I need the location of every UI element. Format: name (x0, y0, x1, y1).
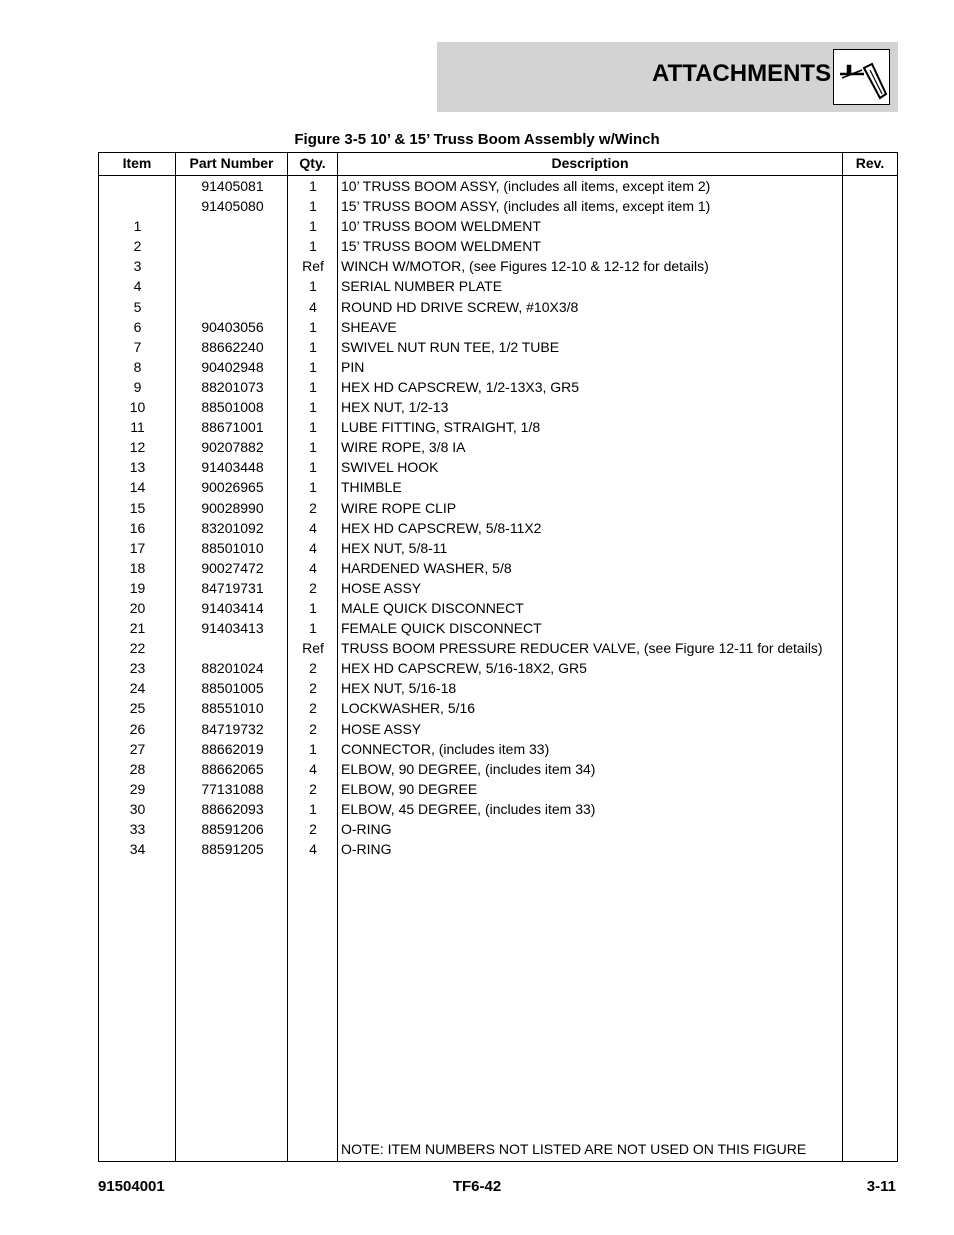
description-cell: ELBOW, 90 DEGREE (341, 780, 478, 797)
description-cell: SHEAVE (341, 318, 397, 335)
part-number-cell: 90207882 (201, 439, 264, 456)
description-cell: HEX HD CAPSCREW, 1/2-13X3, GR5 (341, 378, 580, 395)
qty-cell: Ref (302, 640, 324, 657)
qty-cell: 2 (309, 821, 317, 837)
part-number-cell: 90026965 (201, 479, 264, 496)
description-cell: HEX NUT, 1/2-13 (341, 399, 449, 416)
description-cell: SERIAL NUMBER PLATE (341, 278, 503, 295)
qty-cell: 1 (309, 740, 317, 757)
item-cell: 30 (129, 800, 146, 817)
description-cell: WINCH W/MOTOR, (see Figures 12-10 & 12-12 for details) (341, 258, 709, 275)
parts-table (98, 152, 898, 1162)
table-note: NOTE: ITEM NUMBERS NOT LISTED ARE NOT USED ON THIS FIGURE (341, 1141, 807, 1157)
item-cell: 17 (129, 539, 146, 556)
qty-cell: 1 (309, 238, 317, 255)
qty-cell: 4 (309, 559, 317, 576)
item-cell: 3 (133, 258, 142, 275)
boom-attachment-icon (833, 49, 890, 105)
table-row (99, 276, 899, 296)
part-number-cell: 88551010 (201, 700, 264, 717)
column-header-item: Item (122, 155, 152, 171)
part-number-cell: 90027472 (201, 559, 264, 576)
item-cell: 27 (129, 740, 146, 757)
description-cell: LUBE FITTING, STRAIGHT, 1/8 (341, 419, 541, 436)
item-cell: 21 (129, 620, 146, 637)
table-row (99, 739, 899, 759)
qty-cell: 1 (309, 278, 317, 295)
part-number-cell: 83201092 (201, 519, 264, 536)
item-cell: 24 (129, 680, 146, 697)
table-row (99, 417, 899, 437)
table-row (99, 377, 899, 397)
qty-cell: 4 (309, 298, 317, 315)
part-number-cell: 88201024 (201, 660, 264, 677)
qty-cell: 4 (309, 841, 317, 858)
table-row (99, 638, 899, 658)
qty-cell: 1 (309, 318, 317, 335)
table-row (99, 538, 899, 558)
table-row (99, 598, 899, 618)
description-cell: LOCKWASHER, 5/16 (341, 700, 476, 717)
description-cell: HEX NUT, 5/8-11 (341, 539, 448, 556)
description-cell: HOSE ASSY (341, 579, 422, 596)
item-cell: 20 (129, 599, 146, 616)
table-row (99, 719, 899, 739)
qty-cell: 1 (309, 178, 317, 194)
table-row (99, 819, 899, 839)
description-cell: SWIVEL NUT RUN TEE, 1/2 TUBE (341, 338, 560, 355)
description-cell: HOSE ASSY (341, 720, 422, 737)
qty-cell: 2 (309, 720, 317, 737)
column-header-qty: Qty. (299, 155, 326, 171)
description-cell: 15’ TRUSS BOOM ASSY, (includes all items, except item 1) (341, 198, 711, 215)
description-cell: WIRE ROPE, 3/8 IA (341, 439, 466, 456)
description-cell: ROUND HD DRIVE SCREW, #10X3/8 (341, 298, 579, 315)
item-cell: 6 (133, 318, 142, 335)
qty-cell: 1 (309, 620, 317, 637)
description-cell: 10’ TRUSS BOOM WELDMENT (341, 218, 541, 235)
description-cell: SWIVEL HOOK (341, 459, 439, 476)
part-number-cell: 77131088 (201, 780, 264, 797)
item-cell: 14 (129, 479, 146, 496)
part-number-cell: 88671001 (201, 419, 264, 436)
item-cell: 19 (129, 579, 146, 596)
description-cell: 10’ TRUSS BOOM ASSY, (includes all items, except item 2) (341, 178, 711, 194)
description-cell: O-RING (341, 841, 392, 858)
table-row (99, 518, 899, 538)
item-cell: 11 (130, 419, 145, 436)
item-cell: 15 (129, 499, 146, 516)
item-cell: 12 (129, 439, 146, 456)
item-cell: 8 (133, 358, 142, 375)
table-row (99, 799, 899, 819)
qty-cell: 1 (309, 599, 317, 616)
table-row (99, 337, 899, 357)
column-header-part-number: Part Number (189, 155, 274, 171)
qty-cell: 1 (309, 419, 317, 436)
footer-model: TF6-42 (452, 1178, 502, 1195)
qty-cell: 1 (309, 399, 317, 416)
description-cell: HEX HD CAPSCREW, 5/16-18X2, GR5 (341, 660, 587, 677)
qty-cell: 1 (309, 338, 317, 355)
part-number-cell: 90028990 (201, 499, 264, 516)
footer-doc-number: 91504001 (98, 1178, 165, 1195)
qty-cell: 4 (309, 519, 317, 536)
table-row (99, 236, 899, 256)
item-cell: 1 (133, 218, 142, 235)
item-cell: 23 (129, 660, 146, 677)
table-row (99, 658, 899, 678)
column-header-rev: Rev. (855, 155, 885, 171)
part-number-cell: 91403448 (201, 459, 264, 476)
table-row (99, 216, 899, 236)
item-cell: 26 (129, 720, 146, 737)
part-number-cell: 88501010 (201, 539, 264, 556)
item-cell: 7 (133, 338, 142, 355)
section-title: ATTACHMENTS (652, 60, 832, 87)
item-cell: 28 (129, 760, 146, 777)
description-cell: MALE QUICK DISCONNECT (341, 599, 524, 616)
table-row (99, 457, 899, 477)
qty-cell: 2 (309, 680, 317, 697)
table-row (99, 317, 899, 337)
table-row (99, 678, 899, 698)
item-cell: 16 (129, 519, 146, 536)
part-number-cell: 91405081 (201, 178, 264, 194)
table-row (99, 839, 899, 859)
qty-cell: 2 (309, 660, 317, 677)
description-cell: FEMALE QUICK DISCONNECT (341, 620, 542, 637)
item-cell: 4 (133, 278, 142, 295)
qty-cell: Ref (302, 258, 324, 275)
description-cell: HEX NUT, 5/16-18 (341, 680, 457, 697)
qty-cell: 1 (309, 358, 317, 375)
description-cell: CONNECTOR, (includes item 33) (341, 740, 550, 757)
part-number-cell: 88591205 (201, 841, 264, 858)
part-number-cell: 88662240 (201, 338, 264, 355)
part-number-cell: 88201073 (201, 378, 264, 395)
part-number-cell: 91405080 (201, 198, 264, 215)
item-cell: 9 (133, 378, 142, 395)
item-cell: 34 (129, 841, 146, 858)
description-cell: O-RING (341, 821, 392, 837)
table-row (99, 397, 899, 417)
footer-page-number: 3-11 (866, 1178, 896, 1195)
table-row (99, 357, 899, 377)
description-cell: HEX HD CAPSCREW, 5/8-11X2 (341, 519, 542, 536)
item-cell: 25 (129, 700, 146, 717)
table-row (99, 256, 899, 276)
table-row (99, 578, 899, 598)
table-row (99, 437, 899, 457)
part-number-cell: 91403413 (201, 620, 264, 637)
item-cell: 10 (129, 399, 146, 416)
table-row (99, 779, 899, 799)
qty-cell: 1 (309, 479, 317, 496)
qty-cell: 1 (309, 198, 317, 215)
item-cell: 33 (129, 821, 146, 837)
qty-cell: 1 (309, 218, 317, 235)
description-cell: ELBOW, 45 DEGREE, (includes item 33) (341, 800, 596, 817)
part-number-cell: 88662065 (201, 760, 264, 777)
table-row (99, 759, 899, 779)
part-number-cell: 84719732 (201, 720, 264, 737)
table-row (99, 618, 899, 638)
part-number-cell: 88662093 (201, 800, 264, 817)
table-row (99, 558, 899, 578)
qty-cell: 4 (309, 539, 317, 556)
item-cell: 2 (133, 238, 142, 255)
table-row (99, 698, 899, 718)
qty-cell: 1 (309, 378, 317, 395)
description-cell: ELBOW, 90 DEGREE, (includes item 34) (341, 760, 596, 777)
qty-cell: 1 (309, 800, 317, 817)
table-row (99, 498, 899, 518)
qty-cell: 1 (309, 459, 317, 476)
table-row (99, 196, 899, 216)
table-row (99, 176, 899, 196)
qty-cell: 2 (309, 499, 317, 516)
qty-cell: 2 (309, 700, 317, 717)
column-header-description: Description (551, 155, 629, 171)
part-number-cell: 88501005 (201, 680, 264, 697)
item-cell: 18 (129, 559, 146, 576)
description-cell: PIN (341, 358, 365, 375)
qty-cell: 4 (309, 760, 317, 777)
item-cell: 29 (129, 780, 146, 797)
description-cell: WIRE ROPE CLIP (341, 499, 457, 516)
part-number-cell: 90402948 (201, 358, 264, 375)
item-cell: 13 (129, 459, 146, 476)
table-body (99, 176, 899, 859)
figure-title: Figure 3-5 10’ & 15’ Truss Boom Assembly w/Winch (294, 131, 660, 148)
qty-cell: 2 (309, 780, 317, 797)
qty-cell: 1 (309, 439, 317, 456)
description-cell: THIMBLE (341, 479, 402, 496)
description-cell: 15’ TRUSS BOOM WELDMENT (341, 238, 541, 255)
item-cell: 5 (133, 298, 142, 315)
part-number-cell: 84719731 (201, 579, 264, 596)
part-number-cell: 88662019 (201, 740, 264, 757)
part-number-cell: 88501008 (201, 399, 264, 416)
description-cell: TRUSS BOOM PRESSURE REDUCER VALVE, (see Figure 12-11 for details) (341, 640, 823, 657)
qty-cell: 2 (309, 579, 317, 596)
description-cell: HARDENED WASHER, 5/8 (341, 559, 512, 576)
part-number-cell: 88591206 (201, 821, 264, 837)
table-row (99, 477, 899, 497)
table-row (99, 297, 899, 317)
part-number-cell: 91403414 (201, 599, 264, 616)
part-number-cell: 90403056 (201, 318, 264, 335)
item-cell: 22 (129, 640, 146, 657)
